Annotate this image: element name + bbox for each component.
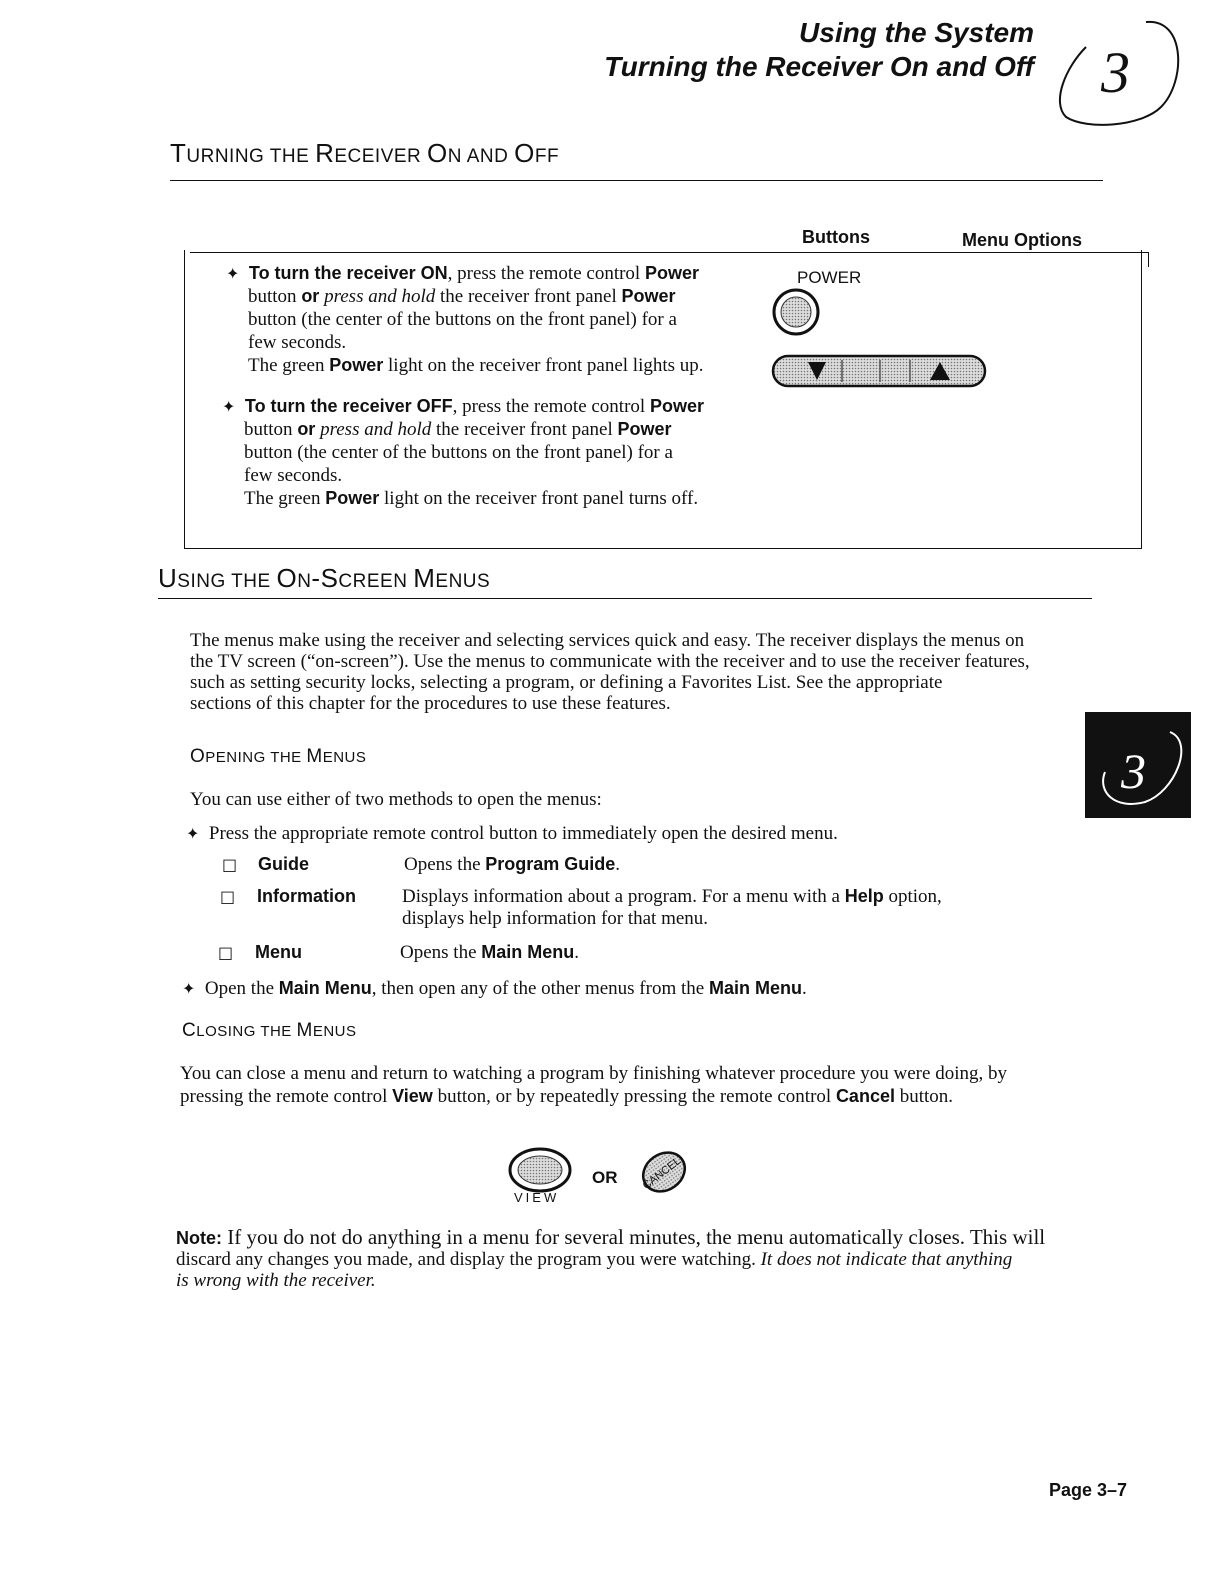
procedure-turn-off: ✦ To turn the receiver OFF, press the remote control Power button or press and hold the receiver front panel Power button (the center of the buttons on the front panel) for a few seconds. The green Power light on the receiver front panel turns off. bbox=[222, 396, 704, 509]
running-header bbox=[604, 16, 1034, 84]
column-heading-buttons: Buttons bbox=[802, 227, 870, 247]
opening-menus-lead: You can use either of two methods to open the menus: bbox=[190, 789, 602, 810]
header-line-2: Turning the Receiver On and Off bbox=[604, 51, 1034, 82]
checkbox-bullet-icon: □ bbox=[218, 943, 234, 962]
header-line-1: Using the System bbox=[799, 17, 1034, 48]
section-rule bbox=[158, 598, 1092, 599]
diamond-bullet-icon: ✦ bbox=[182, 979, 196, 998]
cancel-button-icon bbox=[634, 1142, 714, 1210]
chapter-tab bbox=[1085, 712, 1191, 818]
or-label: OR bbox=[592, 1168, 618, 1187]
page-number: Page 3–7 bbox=[1049, 1480, 1128, 1500]
column-heading-menu-options: Menu Options bbox=[962, 230, 1082, 250]
view-button-label: VIEW bbox=[514, 1190, 560, 1205]
menu-key-row-information: □ Information Displays information about a program. For a menu with a Help option, displays help information for that menu. bbox=[220, 886, 942, 929]
procedure-turn-on: ✦ To turn the receiver ON, press the remote control Power button or press and hold the receiver front panel Power button (the center of the buttons on the front panel) for a few seconds. The green Power light on the receiver front panel lights up. bbox=[226, 263, 704, 376]
menu-key-row-menu: □ Menu Opens the Main Menu. bbox=[218, 942, 580, 963]
note-label: Note: bbox=[176, 1228, 222, 1248]
chapter-tab-emblem bbox=[1085, 712, 1191, 818]
chapter-number: 3 bbox=[1101, 40, 1130, 105]
closing-menus-paragraph: You can close a menu and return to watching a program by finishing whatever procedure you were doing, by pressing the remote control View button, or by repeatedly pressing the remote control Cancel button. bbox=[180, 1063, 1007, 1107]
subsection-title-opening-menus: OPENING THE MENUS bbox=[190, 746, 367, 767]
opening-method-2: ✦ Open the Main Menu, then open any of the other menus from the Main Menu. bbox=[182, 978, 807, 999]
power-button-label: POWER bbox=[797, 268, 862, 287]
section-rule bbox=[170, 180, 1103, 181]
opening-method-1: ✦ Press the appropriate remote control button to immediately open the desired menu. bbox=[186, 823, 838, 844]
subsection-title-closing-menus: CLOSING THE MENUS bbox=[182, 1020, 357, 1041]
checkbox-bullet-icon: □ bbox=[222, 855, 238, 874]
checkbox-bullet-icon: □ bbox=[220, 887, 236, 906]
diamond-bullet-icon: ✦ bbox=[222, 397, 236, 416]
front-panel-buttons-icon bbox=[770, 352, 990, 392]
section-title-on-screen-menus: USING THE ON-SCREEN MENUS bbox=[158, 563, 491, 593]
section-title-turning-receiver: TURNING THE RECEIVER ON AND OFF bbox=[170, 138, 560, 168]
menu-key-row-guide: □ Guide Opens the Program Guide. bbox=[222, 854, 621, 875]
note-paragraph: Note: If you do not do anything in a menu for several minutes, the menu automatically closes. This will discard any changes you made, and display the program you were watching. It does not indicate that anything is wrong with the receiver. bbox=[176, 1225, 1046, 1291]
power-button-icon bbox=[770, 288, 830, 338]
svg-text:3: 3 bbox=[1121, 743, 1146, 799]
cancel-button-label: CANCEL bbox=[640, 1155, 684, 1192]
diamond-bullet-icon: ✦ bbox=[226, 264, 240, 283]
chapter-number-emblem bbox=[1046, 12, 1186, 128]
menus-intro-paragraph: The menus make using the receiver and selecting services quick and easy. The receiver displays the menus on the TV screen (“on-screen”). Use the menus to communicate with the receiver and to use the receiver features, such as setting security locks, selecting a program, or defining a Favorites List. See the appropriate sections of this chapter for the procedures to use these features. bbox=[190, 630, 1030, 714]
diamond-bullet-icon: ✦ bbox=[186, 824, 200, 843]
